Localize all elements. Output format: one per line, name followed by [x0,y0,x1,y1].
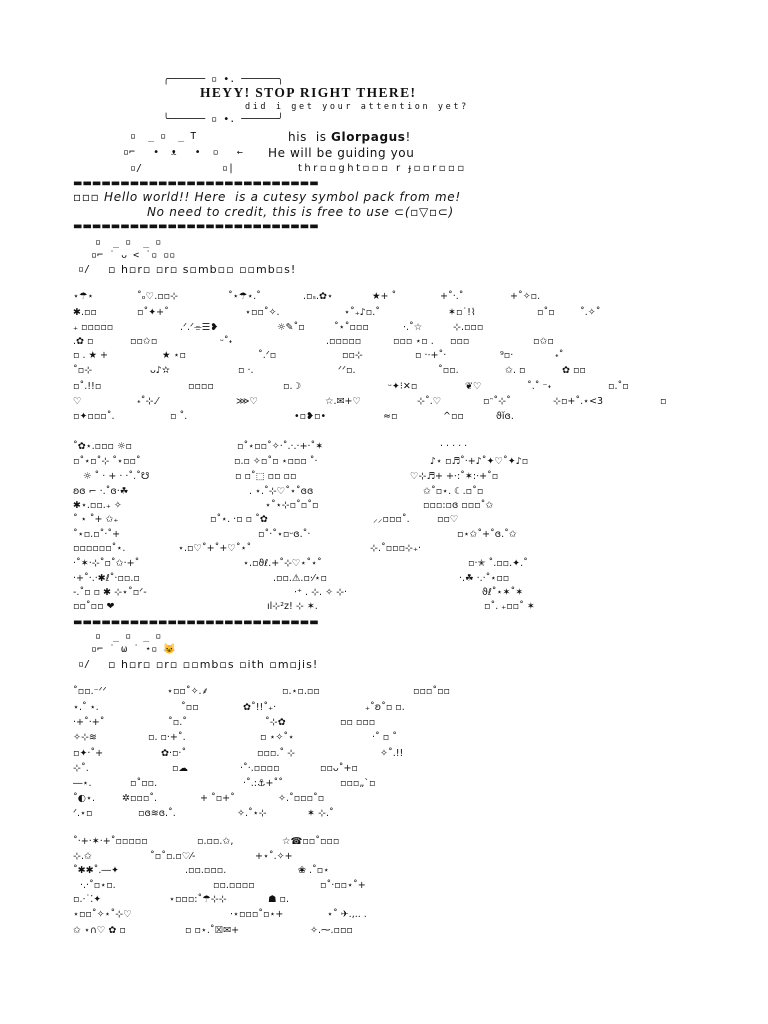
symbol-cluster: ▫ ·. [238,365,254,376]
symbol-cluster: ▫ᵔ˚⊹˚ [483,396,511,407]
symbol-cluster: ✩. ▫ [505,365,526,376]
symbol-cluster: ᵕ˚˖ [220,336,233,347]
symbol-cluster: ⊹.✩ [73,851,92,862]
symbol-cluster: ▫˚·▫▫⋆˚+ [320,880,366,891]
symbol-cluster: ₊ ▫▫▫▫▫ [73,322,114,333]
symbol-cluster: ˚✱✱˚.―✦ [73,865,119,876]
symbol-cluster: ▫˚⋆▫˚⊹ ˚⋆▫▫˚ [73,456,141,467]
symbol-cluster: ▫▫ᴗ˚+▫ [320,763,358,774]
symbol-cluster: ⋆▫▫˚✧⋆˚⊹♡ [73,909,132,920]
section-face-top: ▫ _ ▫ _ ▫ [95,631,162,642]
symbol-cluster: ▫▫✩▫ [130,336,158,347]
symbol-cluster: ⊹.▫▫▫ [453,322,484,333]
symbol-cluster: .▫▫.⚠.▫·⁄⋆▫ [273,573,327,584]
symbol-cluster: ʚɞ ⌐ ·.˚ɞ·☘ [73,486,129,497]
section-heading-symbols: ▫ h▫r▫ ▫r▫ s▫mb▫▫ ▫▫mb▫s! [108,263,297,276]
symbol-cluster: ☼✎˚▫ [277,322,305,333]
symbol-cluster: .▫▫▫▫▫ [326,336,362,347]
symbol-cluster: ˚▫⊹ [73,365,93,376]
symbol-cluster: ⸝⸝▫▫▫˚. [373,514,410,525]
symbol-cluster: ▫▫▫▫ [188,381,214,392]
symbol-cluster: ·+˚·+˚ [73,717,105,728]
symbol-cluster: ·˚ ▫ ˚ [372,732,397,743]
symbol-cluster: ✿·▫·˚ [161,748,187,759]
symbol-cluster: ϑĭɞ. [496,411,514,422]
symbol-cluster: ˚⊹✿ [265,717,286,728]
symbol-cluster: ▫▫ ▫▫▫ [340,717,376,728]
symbol-cluster: •▫❥▫• [294,411,327,422]
symbol-cluster: ▫▫.▫▫▫▫ [213,880,255,891]
symbol-cluster: ▫˚⋆. ·▫ ▫ ˚✿ [210,514,268,525]
welcome-line-2: No need to credit, this is free to use ⊂(▫▽▫⊂) [147,205,454,219]
glorpagus-face-arm-left: ▫/ [130,163,143,174]
symbol-cluster: ♪⋆ ▫♬˚·+♪˚✦♡˚✦♪▫ [430,456,529,467]
symbol-cluster: ·˚·.▫▫▫▫ [240,763,280,774]
symbol-cluster: ⋙♡ [236,396,259,407]
symbol-cluster: ▫▫▫.˚ ⊹ [257,748,296,759]
symbol-cluster: +˚✧▫. [510,291,541,302]
glorpagus-face-middle: ▫⌐ • ᴥ • ▫ ← [123,147,243,158]
symbol-cluster: ✧˚.!! [380,748,404,759]
through-text: thr▫▫ght▫▫▫ r ɟ▫▫r▫▫▫ [298,163,467,174]
symbol-cluster: ˖˚ [555,350,564,361]
symbol-cluster: ·.·˚▫⋆▫. [80,880,116,891]
symbol-cluster: ✩˚▫⋆. ☾.▫˚▫ [423,486,484,497]
symbol-cluster: ✧.˚▫▫▫˚▫ [278,793,325,804]
symbol-cluster: ✧.⁓.▫▫▫ [310,925,353,936]
symbol-cluster: ϑℓ˚⋆✶˚✶ [482,587,524,598]
symbol-cluster: ▫ ▫˚⬚ ▫▫ ▫▫ [235,471,297,482]
symbol-cluster: ˚▫.˚ [168,717,187,728]
symbol-cluster: ·.☘ ·.·˚⋆▫▫ [459,573,510,584]
symbol-cluster: ⋆˚ ✈.,.. . [327,909,367,920]
symbol-cluster: ᵕ✦⁝✕▫ [388,381,418,392]
symbol-cluster: ✩ ⋆∩♡ ✿ ▫ [73,925,126,936]
symbol-cluster: ⋆▫▫˚✧. [245,307,280,318]
symbol-cluster: ˚⋆☂⋆.˚ [228,291,261,302]
symbol-cluster: ★+ ˚ [372,291,397,302]
symbol-cluster: ≈▫ [383,411,398,422]
symbol-cluster: ―⋆. [73,778,92,789]
symbol-cluster: ▫.˚▫ [608,381,629,392]
symbol-cluster: ⋆˚⋆⊹▫˚▫˚▫ [265,500,319,511]
symbol-cluster: ▫˚·˚⋆▫ᵕɞ.˚· [258,529,311,540]
symbol-cluster: ✱.▫▫ [73,307,97,318]
symbol-cluster: ▫.☽ [283,381,301,392]
symbol-cluster: ▫▫▫:▫ɞ ▫▫▫˚✩ [423,500,494,511]
symbol-cluster: ▫✦▫▫▫˚. [73,411,115,422]
section-face-middle: ▫⌐ ˙ ᴗ < ˙▫ ▫▫ [91,250,176,261]
symbol-cluster: ▫▫⊹ [342,350,363,361]
symbol-cluster: ▫ ˚. [170,411,188,422]
symbol-cluster: .✿ ▫ [73,336,94,347]
symbol-cluster: ⋆▫▫˚✧.⸙ [167,686,209,697]
section-face-middle: ▫⌐ ˙ ω ˙ ⋆▫ 😺 [91,644,176,655]
symbol-cluster: ✧⊹≋ [73,732,97,743]
symbol-cluster: ▫▫▫ ⋆▫ . [393,336,434,347]
symbol-cluster: ▫˚. ₊▫▫˚ ✶ [484,601,535,612]
symbol-cluster: ▫☁ [172,763,188,774]
symbol-cluster: ᐟ.⋆▫ [73,808,93,819]
symbol-cluster: ♡⊹♬+ +⋅:˚✶:⋅+˚▫ [410,471,499,482]
symbol-cluster: . ⋆.˚⊹♡˚⋆˚ɞɞ [249,486,314,497]
symbol-cluster: ▫ [660,396,667,407]
symbol-cluster: ✿˚!!˚₊· [243,702,277,713]
symbol-cluster: ☼ ˚ · + · ·˚.˚☋ [83,471,150,482]
symbol-cluster: ⊹.˚▫▫▫⊹₊· [370,543,422,554]
symbol-cluster: ▫▫˚▫▫ ❤ [73,601,115,612]
symbol-cluster: ▫▫▫„`▫ [340,778,376,789]
section-heading-emojis: ▫ h▫r▫ ▫r▫ ▫▫mb▫s ▫ith ▫m▫jis! [108,658,319,671]
symbol-cluster: ⋅⋆▫▫▫˚▫⋆+ [230,909,284,920]
symbol-cluster: ▫▫▫˚▫▫ [413,686,450,697]
symbol-cluster: ⋆.▫♡˚+˚+♡˚⋆˚ [178,543,252,554]
symbol-cluster: ▫. ▫·+˚. [148,732,186,743]
symbol-cluster: ▫˚▫▫. [130,778,158,789]
symbol-cluster: ⁹▫· [500,350,514,361]
glorpagus-face-top: ▫ _ ▫ _ T [130,131,197,142]
symbol-cluster: .ᐟ.ᐟ⌯☰❥ [180,322,219,333]
symbol-cluster: ⊹▫+˚.⋆<3 [553,396,604,407]
page-title: HEYY! STOP RIGHT THERE! [200,85,417,100]
symbol-cluster: ᐟᐟ▫. [338,365,356,376]
symbol-cluster: ⋅⁺ . ⊹. ✧ ⊹· [294,587,348,598]
symbol-cluster: .▫▫.▫▫▫. [185,865,227,876]
symbol-cluster: ˚⋆▫.▫˚·˚+ [73,529,121,540]
section-face-arm: ▫/ [78,659,91,670]
glorpagus-face-arm-right: ▫| [222,163,235,174]
symbol-cluster: ▫ ▫⋆.˚☒✉+ [185,925,240,936]
symbol-cluster: ᴗ♪✫ [150,365,170,376]
symbol-cluster: ▫ɞ≋ɞ.˚. [138,808,176,819]
symbol-cluster: ˚⋆˚▫▫▫ [334,322,369,333]
page-subtitle: did i get your attention yet? [245,102,469,112]
intro-prefix: his is [288,130,332,144]
symbol-cluster: ˚▫▫. [438,365,459,376]
symbol-cluster: ⋆▫▫▫:˚☂⊹⊹ [169,894,227,905]
symbol-cluster: ıl⊹²z! ⊹ ✶. [267,601,318,612]
symbol-cluster: ☗ ▫. [268,894,289,905]
symbol-cluster: ▫.⋆▫.▫▫ [282,686,320,697]
symbol-cluster: ✿ ▫▫ [562,365,586,376]
symbol-cluster: ▫˚⋆▫▫˚✧·˚.·.·+·˚✶ [237,441,324,452]
symbol-cluster: ▫·✭ ˚.▫▫.✦.˚ [468,558,528,569]
symbol-cluster: ☆.✉+♡ [325,396,361,407]
symbol-cluster: ✱⋆.▫▫.₊ ✧ [73,500,122,511]
symbol-cluster: ▫˚✦+˚ [137,307,169,318]
section-face-arm: ▫/ [78,264,91,275]
symbol-cluster: ▫˚▫ [537,307,555,318]
symbol-cluster: ˚ ⋆ ˚+ ✩₊ [73,514,119,525]
symbol-cluster: ✲▫▫▫˚. [122,793,158,804]
symbol-cluster: -.˚▫ ▫ ✱ ⊹⋆˚▫ᐟ- [73,587,147,598]
symbol-cluster: ☆☎▫▫˚▫▫▫ [282,836,340,847]
intro-suffix: ! [405,130,411,144]
symbol-cluster: ⋆.▫ϑℓ.+˚⊹♡⋆˚⋆˚ [243,558,322,569]
symbol-cluster: ▫▫▫▫▫▫˚⋆. [73,543,126,554]
symbol-cluster: +⋆˚.✧+ [255,851,293,862]
symbol-cluster: ▫.▫ ✧▫˚▫ ⋆▫▫▫ ˚· [234,456,318,467]
header-bottom-border: ╰────── ▫ •. ──────╯ [163,114,284,125]
header-top-border: ╭────── ▫ •. ──────╮ [163,74,284,85]
symbol-cluster: ▫ . ★ + [73,350,108,361]
symbol-cluster: ˚▫▫ [181,702,199,713]
symbol-cluster: ⋆˚₊♪▫.˚ [344,307,380,318]
symbol-cluster: ❀ .˚▫⋆ [298,865,330,876]
symbol-cluster: ▫⋆✩˚+˚ɞ.˚✩ [457,529,517,540]
symbol-cluster: ▫˚.!!▫ [73,381,102,392]
symbol-cluster: + ˚▫+˚ [200,793,235,804]
guide-text: He will be guiding you [268,146,415,160]
symbol-cluster: ·˚✶·⊹˚▫˚✩·+˚ [73,558,140,569]
divider-bar: ▬▬▬▬▬▬▬▬▬▬▬▬▬▬▬▬▬▬▬▬▬▬▬▬▬▬ [73,617,319,628]
symbol-cluster: ❦♡ [465,381,482,392]
symbol-cluster: +˚·.˚ [440,291,464,302]
symbol-cluster: ˚·+·✶·+˚▫▫▫▫▫ [73,836,148,847]
symbol-cluster: ▫✦·˚+ [73,748,104,759]
symbol-cluster: ⊹˚.♡ [417,396,442,407]
symbol-cluster: ⋆☂⋆ [73,291,94,302]
divider-bar: ▬▬▬▬▬▬▬▬▬▬▬▬▬▬▬▬▬▬▬▬▬▬▬▬▬▬ [73,221,319,232]
symbol-cluster: ★ ⋆▫ [162,350,186,361]
symbol-cluster: ✶ ⊹.˚ [307,808,334,819]
symbol-cluster: ⊹˚. [73,763,89,774]
symbol-cluster: ✧.˚⋆⊹ [237,808,267,819]
symbol-cluster: ▫▫♡ [437,514,459,525]
symbol-cluster: ˚.✧˚ [580,307,601,318]
symbol-cluster: ˖˚⊹.⁄ [137,396,159,407]
symbol-cluster: ⋆.˚ ⋆. [73,702,99,713]
symbol-cluster: ·+˚·.·✱ℓ˚·▫▫.▫ [73,573,140,584]
symbol-cluster: ·˚.:⚓+˚˚ [243,778,283,789]
symbol-cluster: ▫.▫▫.✩, [197,836,234,847]
section-face-top: ▫ _ ▫ _ ▫ [95,237,162,248]
symbol-cluster: ₊˚ʚ˚▫ ▫. [365,702,405,713]
symbol-cluster: ▫ ·⋅+˚· [415,350,447,361]
symbol-cluster: ˚ₒ♡.▫▫⊹ [137,291,179,302]
divider-bar: ▬▬▬▬▬▬▬▬▬▬▬▬▬▬▬▬▬▬▬▬▬▬▬▬▬▬ [73,178,319,189]
symbol-cluster: ˚✿⋆.▫▫▫ ☼▫ [73,441,132,452]
symbol-cluster: ▫.⋅˙⁚✦ [73,894,102,905]
symbol-cluster: ▫ ⋆✧˚⋆ [260,732,295,743]
symbol-cluster: ✶▫˙!⌇ [448,307,476,318]
glorpagus-name: Glorpagus [331,130,406,144]
symbol-cluster: ˚.˚ ⁻˖ [527,381,552,392]
symbol-cluster: · · · · · [440,441,468,452]
symbol-cluster: ˚▫˚▫.▫♡⁄- [150,851,196,862]
symbol-cluster: ˚◐⋆. [73,793,96,804]
welcome-line-1: ▫▫▫ Hello world!! Here is a cutesy symbol pack from me! [73,190,461,204]
symbol-cluster: ^▫▫ [443,411,464,422]
symbol-cluster: ˚.ᐟ▫ [258,350,277,361]
symbol-cluster: ▫▫▫ [450,336,470,347]
symbol-cluster: ˚▫▫.⁻ᐟᐟ [73,686,107,697]
symbol-cluster: ▫✩▫ [533,336,554,347]
symbol-cluster: ⋅.˚☆ [403,322,423,333]
symbol-cluster: ♡ [73,396,82,407]
symbol-cluster: .▫ₛ.✿⋆ [303,291,333,302]
